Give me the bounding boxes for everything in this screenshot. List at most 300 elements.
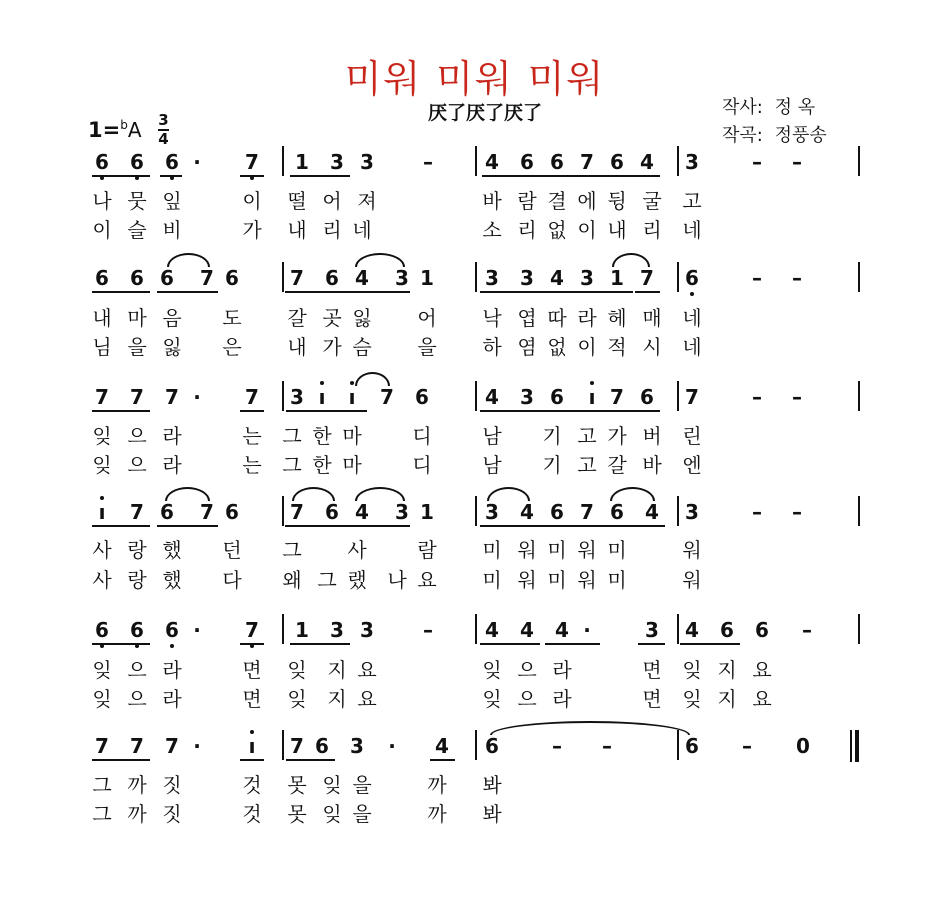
- note: 6: [550, 150, 564, 174]
- tie-slur: [167, 253, 210, 267]
- lyric-syllable: 면: [242, 658, 262, 682]
- final-barline-thick: [855, 730, 859, 762]
- note: 7: [95, 385, 109, 409]
- lyric-syllable: 기: [542, 453, 562, 477]
- note: 7: [165, 385, 179, 409]
- lyric-syllable: 으: [127, 424, 147, 448]
- note: 7: [290, 500, 304, 524]
- note: –: [802, 618, 812, 642]
- lyric-syllable: 으: [127, 687, 147, 711]
- barline: [475, 262, 477, 292]
- note: 3: [395, 266, 409, 290]
- note: 1: [420, 266, 434, 290]
- note: 6: [415, 385, 429, 409]
- lyric-syllable: 가: [607, 424, 627, 448]
- lyric-syllable: 을: [352, 802, 372, 826]
- note: 4: [485, 150, 499, 174]
- tie-slur: [292, 487, 335, 501]
- lyric-syllable: 가: [242, 218, 262, 242]
- note: –: [792, 385, 802, 409]
- note: –: [742, 734, 752, 758]
- barline: [282, 730, 284, 760]
- note: ·: [193, 150, 201, 174]
- lyric-syllable: 리: [517, 218, 537, 242]
- lyric-syllable: 봐: [482, 773, 502, 797]
- lyric-syllable: 미: [482, 568, 502, 592]
- lyric-syllable: 라: [162, 453, 182, 477]
- lyric-syllable: 바: [642, 453, 662, 477]
- beam-underline: [92, 175, 150, 177]
- lyric-syllable: 사: [92, 568, 112, 592]
- lyric-syllable: 왜: [282, 568, 302, 592]
- lyric-syllable: 따: [547, 306, 567, 330]
- lyric-syllable: 지: [717, 658, 737, 682]
- lyric-syllable: 잊: [682, 687, 702, 711]
- lyric-syllable: 매: [642, 306, 662, 330]
- lyrics-verse-2: [0, 686, 950, 716]
- beam-underline: [290, 175, 350, 177]
- lyric-syllable: 져: [357, 189, 377, 213]
- lyric-syllable: 면: [242, 687, 262, 711]
- note: 7: [130, 385, 144, 409]
- barline: [475, 614, 477, 644]
- lyric-syllable: 뒹: [607, 189, 627, 213]
- lyric-syllable: 지: [717, 687, 737, 711]
- note: 6: [127, 618, 147, 642]
- lyric-syllable: 워: [517, 568, 537, 592]
- lyric-syllable: 하: [482, 335, 502, 359]
- lyric-syllable: 다: [222, 568, 242, 592]
- note: 7: [580, 150, 594, 174]
- lyric-syllable: 것: [242, 773, 262, 797]
- note: 3: [395, 500, 409, 524]
- lyric-syllable: 잊: [287, 658, 307, 682]
- note: 7: [580, 500, 594, 524]
- beam-underline: [638, 643, 665, 645]
- beam-underline: [92, 525, 150, 527]
- lyric-syllable: 이: [577, 335, 597, 359]
- lyric-syllable: 람: [517, 189, 537, 213]
- lyrics-verse-1: [0, 537, 950, 567]
- note: 6: [325, 266, 339, 290]
- lyric-syllable: 갈: [287, 306, 307, 330]
- lyric-syllable: 한: [312, 424, 332, 448]
- lyric-syllable: 요: [357, 658, 377, 682]
- lyric-syllable: 그: [92, 773, 112, 797]
- lyric-syllable: 도: [222, 306, 242, 330]
- tie-slur: [355, 253, 405, 267]
- lyric-syllable: 으: [517, 687, 537, 711]
- lyric-syllable: 님: [92, 335, 112, 359]
- beam-underline: [157, 525, 218, 527]
- lyric-syllable: 엔: [682, 453, 702, 477]
- note: ı: [242, 734, 262, 758]
- note: 6: [720, 618, 734, 642]
- note: 3: [350, 734, 364, 758]
- lyric-syllable: 짓: [162, 802, 182, 826]
- lyric-syllable: 사: [347, 538, 367, 562]
- note: 6: [92, 150, 112, 174]
- lyrics-verse-2: [0, 567, 950, 597]
- tie-slur: [490, 721, 690, 735]
- lyric-syllable: 으: [127, 658, 147, 682]
- note: 6: [550, 500, 564, 524]
- lyric-syllable: 랬: [347, 568, 367, 592]
- beam-underline: [240, 410, 264, 412]
- note: 6: [610, 150, 624, 174]
- lyric-syllable: 그: [92, 802, 112, 826]
- note: –: [552, 734, 562, 758]
- lyric-syllable: 까: [427, 773, 447, 797]
- lyric-syllable: 굴: [642, 189, 662, 213]
- note: 7: [242, 150, 262, 174]
- lyric-syllable: 결: [547, 189, 567, 213]
- note: ı: [342, 385, 362, 409]
- tie-slur: [487, 487, 530, 501]
- lyric-syllable: 비: [162, 218, 182, 242]
- octave-dot-high: [350, 381, 354, 385]
- lyric-syllable: 던: [222, 538, 242, 562]
- note: ı: [92, 500, 112, 524]
- lyric-syllable: 라: [577, 306, 597, 330]
- lyric-syllable: 못: [287, 773, 307, 797]
- lyric-syllable: 네: [682, 218, 702, 242]
- lyric-syllable: 면: [642, 687, 662, 711]
- lyric-syllable: 잊: [682, 658, 702, 682]
- note: 4: [555, 618, 569, 642]
- beam-underline: [430, 759, 455, 761]
- lyric-syllable: 그: [282, 538, 302, 562]
- octave-dot-high: [100, 496, 104, 500]
- barline: [858, 496, 860, 526]
- note: 7: [245, 385, 259, 409]
- lyrics-verse-2: [0, 217, 950, 247]
- note: 7: [290, 734, 304, 758]
- beam-underline: [240, 175, 264, 177]
- lyric-syllable: 없: [547, 218, 567, 242]
- lyric-syllable: 마: [342, 453, 362, 477]
- note: 4: [640, 150, 654, 174]
- lyric-syllable: 으: [517, 658, 537, 682]
- note: 4: [645, 500, 659, 524]
- lyric-syllable: 잊: [92, 453, 112, 477]
- beam-underline: [480, 291, 633, 293]
- lyric-syllable: 네: [682, 335, 702, 359]
- lyric-syllable: 이: [577, 218, 597, 242]
- lyric-syllable: 디: [412, 453, 432, 477]
- note: 6: [755, 618, 769, 642]
- barline: [475, 381, 477, 411]
- lyric-syllable: 까: [427, 802, 447, 826]
- lyric-syllable: 리: [322, 218, 342, 242]
- beam-underline: [482, 175, 660, 177]
- key-note: A: [127, 118, 142, 142]
- time-numerator: 3: [158, 111, 169, 129]
- tie-slur: [610, 487, 655, 501]
- lyric-syllable: 못: [287, 802, 307, 826]
- lyric-syllable: 고: [577, 453, 597, 477]
- note: 4: [355, 266, 369, 290]
- key-prefix: 1=: [88, 118, 121, 142]
- note: 7: [685, 385, 699, 409]
- note: 7: [130, 500, 144, 524]
- lyric-syllable: 을: [127, 335, 147, 359]
- beam-underline: [92, 759, 150, 761]
- lyric-syllable: 잎: [162, 189, 182, 213]
- lyric-syllable: 잃: [162, 335, 182, 359]
- lyric-syllable: 음: [162, 306, 182, 330]
- lyric-syllable: 헤: [607, 306, 627, 330]
- octave-dot-high: [590, 381, 594, 385]
- beam-underline: [480, 410, 660, 412]
- note: 7: [380, 385, 394, 409]
- lyric-syllable: 고: [682, 189, 702, 213]
- lyric-syllable: 봐: [482, 802, 502, 826]
- lyric-syllable: 그: [282, 453, 302, 477]
- note: 6: [162, 618, 182, 642]
- lyric-syllable: 은: [222, 335, 242, 359]
- tie-slur: [165, 487, 210, 501]
- barline: [282, 262, 284, 292]
- note: ·: [583, 618, 591, 642]
- note: –: [752, 150, 762, 174]
- beam-underline: [92, 410, 150, 412]
- flat-sign: b: [120, 118, 128, 132]
- lyric-syllable: 이: [92, 218, 112, 242]
- note: 6: [225, 266, 239, 290]
- lyric-syllable: 잊: [482, 687, 502, 711]
- beam-underline: [480, 643, 540, 645]
- note: 3: [685, 500, 699, 524]
- lyric-syllable: 잊: [92, 424, 112, 448]
- lyric-syllable: 잃: [352, 306, 372, 330]
- note: –: [752, 266, 762, 290]
- lyric-syllable: 랑: [127, 568, 147, 592]
- lyric-syllable: 바: [482, 189, 502, 213]
- lyric-syllable: 워: [577, 568, 597, 592]
- lyric-syllable: 요: [357, 687, 377, 711]
- lyrics-verse-1: [0, 657, 950, 687]
- beam-underline: [680, 643, 740, 645]
- note: ·: [388, 734, 396, 758]
- composer-credit: [722, 121, 827, 147]
- lyric-syllable: 미: [482, 538, 502, 562]
- beam-underline: [635, 291, 660, 293]
- lyric-syllable: 리: [642, 218, 662, 242]
- note: ı: [312, 385, 332, 409]
- beam-underline: [285, 291, 410, 293]
- octave-dot-high: [250, 730, 254, 734]
- note: –: [423, 150, 433, 174]
- note: 3: [520, 385, 534, 409]
- note: 7: [95, 734, 109, 758]
- barline: [858, 381, 860, 411]
- lyricist-credit: [722, 93, 815, 119]
- lyric-syllable: 라: [552, 687, 572, 711]
- lyric-syllable: 랑: [127, 538, 147, 562]
- barline: [282, 614, 284, 644]
- lyric-syllable: 것: [242, 802, 262, 826]
- barline: [475, 496, 477, 526]
- lyric-syllable: 잊: [92, 687, 112, 711]
- lyric-syllable: 엽: [517, 306, 537, 330]
- barline: [858, 146, 860, 176]
- note: 3: [330, 618, 344, 642]
- note: 1: [295, 150, 309, 174]
- lyricist-name: 정 옥: [774, 97, 816, 118]
- note: 6: [485, 734, 499, 758]
- lyric-syllable: 내: [287, 335, 307, 359]
- lyric-syllable: 염: [517, 335, 537, 359]
- note: 3: [485, 500, 499, 524]
- lyric-syllable: 디: [412, 424, 432, 448]
- note: 3: [290, 385, 304, 409]
- note: ·: [193, 385, 201, 409]
- note: –: [792, 500, 802, 524]
- lyric-syllable: 곳: [322, 306, 342, 330]
- lyric-syllable: 미: [607, 538, 627, 562]
- note: 6: [130, 266, 144, 290]
- beam-underline: [285, 525, 410, 527]
- note: 4: [520, 618, 534, 642]
- tie-slur: [355, 487, 405, 501]
- lyric-syllable: 라: [552, 658, 572, 682]
- note: 7: [290, 266, 304, 290]
- beam-underline: [157, 291, 218, 293]
- lyrics-verse-2: [0, 334, 950, 364]
- barline: [475, 146, 477, 176]
- lyric-syllable: 을: [417, 335, 437, 359]
- note: –: [752, 500, 762, 524]
- lyric-syllable: 가: [322, 335, 342, 359]
- note: –: [792, 150, 802, 174]
- lyric-syllable: 없: [547, 335, 567, 359]
- lyric-syllable: 미: [547, 538, 567, 562]
- lyric-syllable: 워: [517, 538, 537, 562]
- beam-underline: [240, 759, 264, 761]
- song-title: 미워 미워 미워: [344, 57, 606, 101]
- lyric-syllable: 라: [162, 687, 182, 711]
- note: 1: [610, 266, 624, 290]
- lyric-syllable: 기: [542, 424, 562, 448]
- lyric-syllable: 을: [352, 773, 372, 797]
- note: –: [602, 734, 612, 758]
- lyric-syllable: 했: [162, 568, 182, 592]
- lyrics-verse-2: [0, 452, 950, 482]
- note: 7: [130, 734, 144, 758]
- note: 6: [127, 150, 147, 174]
- lyric-syllable: 잊: [322, 802, 342, 826]
- note: 1: [420, 500, 434, 524]
- note: 7: [200, 500, 214, 524]
- note: ı: [582, 385, 602, 409]
- note: 3: [360, 618, 374, 642]
- lyric-syllable: 그: [317, 568, 337, 592]
- lyric-syllable: 나: [387, 568, 407, 592]
- lyric-syllable: 한: [312, 453, 332, 477]
- note: 6: [640, 385, 654, 409]
- note: 4: [520, 500, 534, 524]
- note: ·: [193, 618, 201, 642]
- octave-dot-high: [320, 381, 324, 385]
- note: 4: [355, 500, 369, 524]
- note: 6: [685, 734, 699, 758]
- song-subtitle: 厌了厌了厌了: [427, 102, 542, 124]
- note: 4: [485, 385, 499, 409]
- lyric-syllable: 라: [162, 424, 182, 448]
- note: –: [792, 266, 802, 290]
- lyric-syllable: 면: [642, 658, 662, 682]
- lyric-syllable: 요: [417, 568, 437, 592]
- composer-label: 작곡:: [722, 125, 763, 146]
- lyrics-verse-1: [0, 188, 950, 218]
- barline: [677, 496, 679, 526]
- lyric-syllable: 버: [642, 424, 662, 448]
- barline: [677, 614, 679, 644]
- beam-underline: [92, 643, 150, 645]
- lyric-syllable: 어: [322, 189, 342, 213]
- lyric-syllable: 마: [127, 306, 147, 330]
- note: 6: [92, 618, 112, 642]
- note: 3: [645, 618, 659, 642]
- beam-underline: [545, 643, 600, 645]
- lyric-syllable: 남: [482, 424, 502, 448]
- lyric-syllable: 워: [682, 538, 702, 562]
- note: 6: [550, 385, 564, 409]
- note: 6: [610, 500, 624, 524]
- note: 6: [95, 266, 109, 290]
- lyric-syllable: 남: [482, 453, 502, 477]
- note: 7: [242, 618, 262, 642]
- note: 0: [796, 734, 810, 758]
- lyric-syllable: 에: [577, 189, 597, 213]
- lyric-syllable: 마: [342, 424, 362, 448]
- lyric-syllable: 잊: [482, 658, 502, 682]
- lyric-syllable: 지: [327, 687, 347, 711]
- lyrics-verse-2: [0, 801, 950, 831]
- note: –: [752, 385, 762, 409]
- note: 4: [485, 618, 499, 642]
- barline: [677, 146, 679, 176]
- lyric-syllable: 고: [577, 424, 597, 448]
- lyric-syllable: 갈: [607, 453, 627, 477]
- lyric-syllable: 으: [127, 453, 147, 477]
- lyric-syllable: 지: [327, 658, 347, 682]
- note: ·: [193, 734, 201, 758]
- key-signature: [88, 118, 142, 142]
- tie-slur: [612, 253, 650, 267]
- time-signature: [158, 112, 169, 148]
- note: 3: [485, 266, 499, 290]
- final-barline-thin: [850, 730, 852, 762]
- note: 7: [640, 266, 654, 290]
- barline: [282, 496, 284, 526]
- composer-name: 정풍송: [774, 125, 827, 146]
- lyric-syllable: 미: [607, 568, 627, 592]
- barline: [858, 262, 860, 292]
- lyricist-label: 작사:: [722, 97, 763, 118]
- lyric-syllable: 네: [682, 306, 702, 330]
- beam-underline: [160, 175, 182, 177]
- note: 7: [610, 385, 624, 409]
- lyric-syllable: 네: [352, 218, 372, 242]
- barline: [282, 381, 284, 411]
- note: 3: [580, 266, 594, 290]
- lyric-syllable: 요: [752, 658, 772, 682]
- octave-dot-low: [690, 292, 694, 296]
- lyric-syllable: 시: [642, 335, 662, 359]
- lyric-syllable: 워: [577, 538, 597, 562]
